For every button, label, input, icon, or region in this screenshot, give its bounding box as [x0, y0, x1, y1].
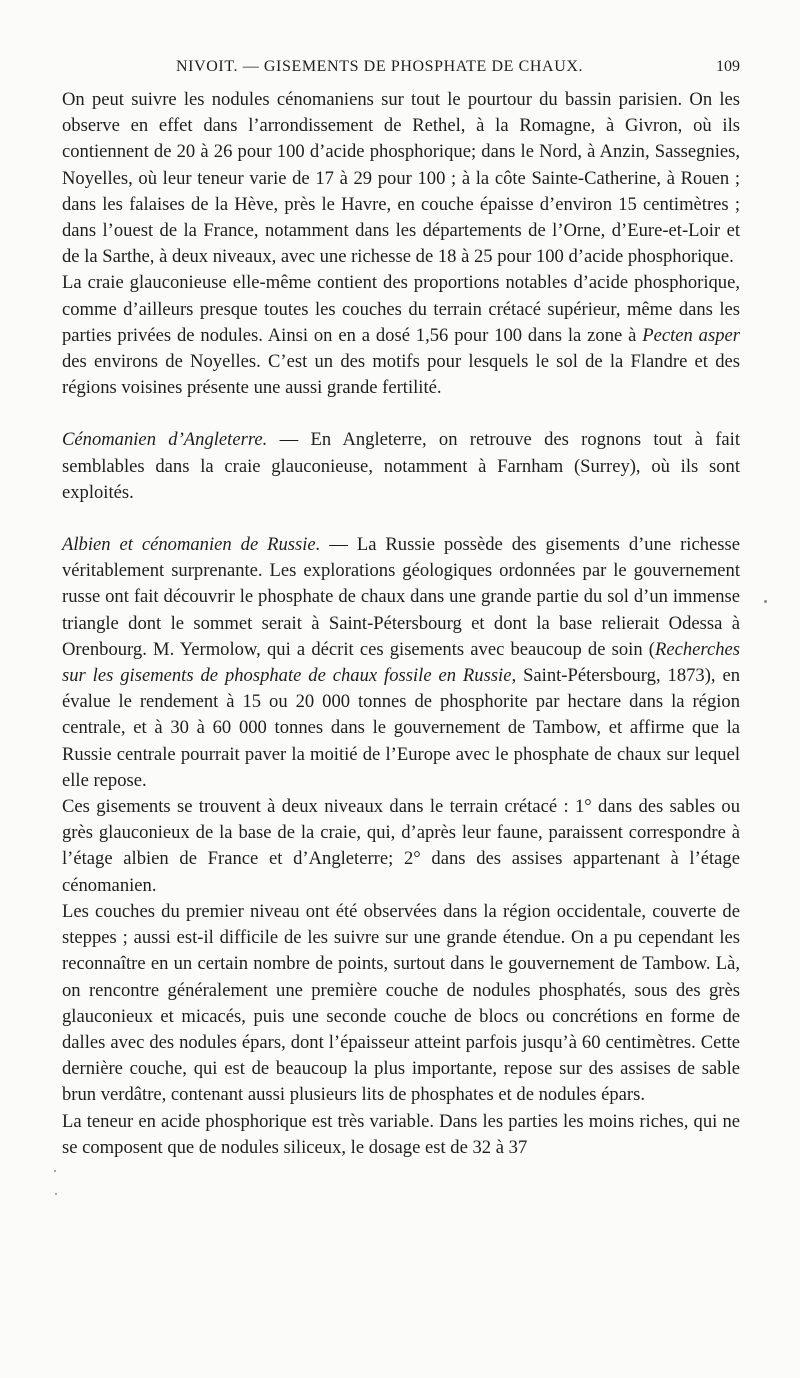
paragraph-text: La teneur en acide phosphorique est très variable. Dans les parties les moins riches, qui ne se composent que de nodules siliceux, le dosage est de 32 à 37	[62, 1110, 740, 1158]
paragraph-bassin-parisien	[62, 87, 740, 270]
paragraph-premier-niveau	[62, 899, 740, 1109]
paragraph-teneur	[62, 1109, 740, 1161]
running-header	[62, 58, 740, 82]
italic-term: Pecten asper	[642, 324, 740, 346]
paragraph-text: Ces gisements se trouvent à deux niveaux dans le terrain crétacé : 1° dans des sables ou grès glauconieux de la base de la craie, qui, d’après leur faune, paraissent correspondre à l’étage albien de France et d’Angleterre; 2° dans des assises appartenant à l’étage cénomanien.	[62, 796, 740, 896]
paragraph-text: — La Russie possède des gisements d’une richesse véritablement surprenante. Les explorations géologiques ordonnées par le gouvernement russe ont fait découvrir le phosphate de chaux dans une grande partie du sol d’un immense triangle dont le sommet serait à Saint-Pétersbourg et dont la base relierait Odessa à Orenbourg. M. Yermolow, qui a décrit ces gisements avec beaucoup de soin (	[62, 534, 740, 660]
paragraph-deux-niveaux	[62, 794, 740, 899]
scan-speck	[55, 1193, 57, 1195]
header-title: NIVOIT. — GISEMENTS DE PHOSPHATE DE CHAUX.	[176, 58, 584, 75]
paragraph-russie	[62, 532, 740, 794]
paragraph-text: — En Angleterre, on retrouve des rognons tout à fait semblables dans la craie glauconieuse, notamment à Farnham (Surrey), où ils sont exploités.	[62, 429, 740, 503]
paragraph-text: La craie glauconieuse elle-même contient des proportions notables d’acide phosphorique, comme d’ailleurs presque toutes les couches du terrain crétacé supérieur, même dans les parties privées de nodules. Ainsi on en a dosé 1,56 pour 100 dans la zone à	[62, 272, 740, 346]
body-text	[62, 87, 740, 1161]
scan-speck	[54, 1170, 56, 1172]
paragraph-text: Saint-Pétersbourg, 1873), en évalue le rendement à 15 ou 20 000 tonnes de phosphorite par hectare dans la région centrale, et à 30 à 60 000 tonnes dans le gouvernement de Tambow, et affirme que la Russie centrale pourrait paver la moitié de l’Europe avec le phosphate de chaux sur lequel elle repose.	[62, 665, 741, 791]
paragraph-text: Les couches du premier niveau ont été observées dans la région occidentale, couverte de steppes ; aussi est-il difficile de les suivre sur une grande étendue. On a pu cependant les reconnaître en un certain nombre de points, surtout dans le gouvernement de Tambow. Là, on rencontre généralement une première couche de nodules phosphatés, sous des grès glauconieux et micacés, puis une seconde couche de blocs ou concrétions en forme de dalles avec des nodules épars, dont l’épaisseur atteint parfois jusqu’à 60 centimètres. Cette dernière couche, qui est de beaucoup la plus importante, repose sur des assises de sable brun verdâtre, contenant aussi plusieurs lits de phosphates et de nodules épars.	[62, 900, 740, 1106]
paragraph-text: On peut suivre les nodules cénomaniens sur tout le pourtour du bassin parisien. On les observe en effet dans l’arrondissement de Rethel, à la Romagne, à Givron, où ils contiennent de 20 à 26 pour 100 d’acide phosphorique; dans le Nord, à Anzin, Sassegnies, Noyelles, où leur teneur varie de 17 à 29 pour 100 ; à la côte Sainte-Catherine, à Rouen ; dans les falaises de la Hève, près le Havre, en couche épaisse d’environ 15 centimètres ; dans l’ouest de la France, notamment dans les départements de l’Orne, d’Eure-et-Loir et de la Sarthe, à deux niveaux, avec une richesse de 18 à 25 pour 100 d’acide phosphorique.	[62, 89, 740, 268]
scan-speck	[764, 600, 767, 603]
italic-reference: Recherches sur les gisements de phosphate de chaux fossile en Russie,	[62, 638, 740, 687]
paragraph-text: des environs de Noyelles. C’est un des motifs pour lesquels le sol de la Flandre et des régions voisines présente une aussi grande fertilité.	[62, 351, 740, 399]
section-heading: Cénomanien d’Angleterre.	[62, 429, 268, 451]
page-number: 109	[716, 58, 740, 75]
paragraph-gap	[62, 506, 740, 532]
paragraph-gap	[62, 401, 740, 427]
paragraph-angleterre	[62, 427, 740, 506]
section-heading: Albien et cénomanien de Russie.	[62, 534, 321, 556]
paragraph-craie-glauconieuse	[62, 270, 740, 401]
